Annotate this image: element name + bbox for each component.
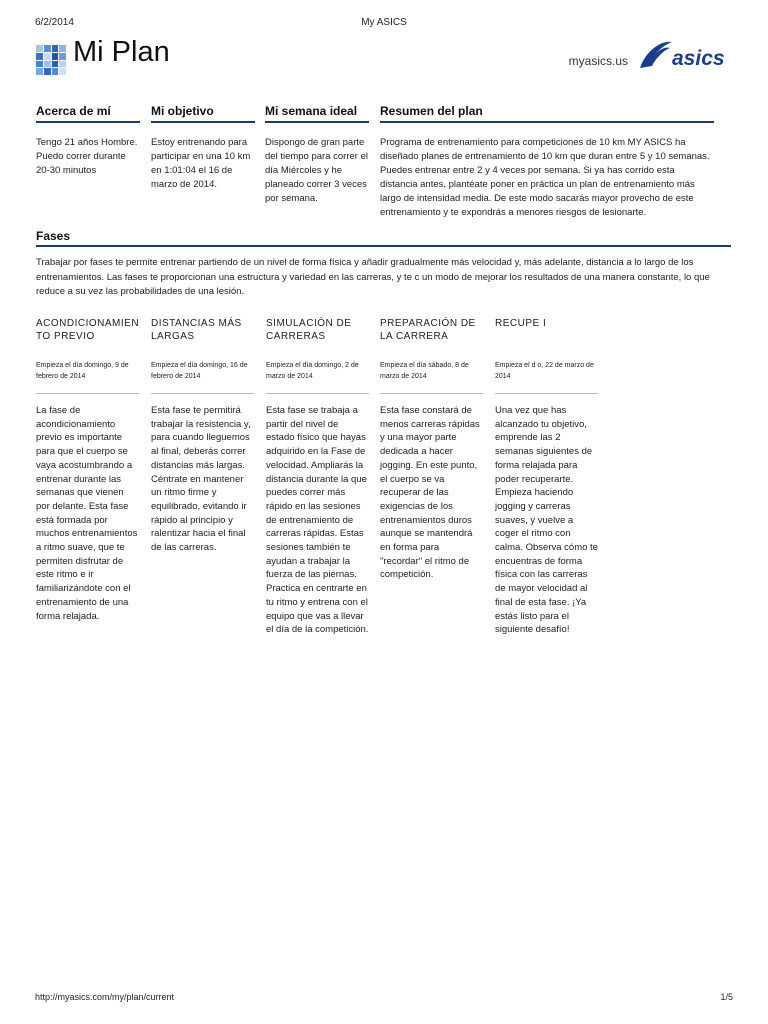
phase-title: ACONDICIONAMIEN TO PREVIO: [36, 318, 140, 342]
asics-logo[interactable]: [636, 38, 732, 72]
asics-wordmark: asics: [672, 47, 725, 70]
about-me-heading: Acerca de mí: [36, 104, 140, 123]
phase-divider: [380, 393, 483, 394]
print-date: 6/2/2014: [35, 17, 74, 28]
grid-tile: [52, 45, 59, 52]
phase-start-date: Empieza el d o, 22 de marzo de 2014: [495, 362, 594, 380]
phase-description: Esta fase se trabaja a partir del nivel de estado físico que hayas adquirido en la Fase de velocidad. Ampliarás la distancia durante la que puedes correr más rápido en las sesiones de entrenamiento de carreras rápidas. Estas sesiones también te ayudan a trabajar la fuerza de las piernas. Practica en centrarte en tu ritmo y entrena con el equipo que vas a llevar el día de la competición.: [266, 405, 369, 636]
grid-tile: [36, 68, 43, 75]
phase-title: SIMULACIÓN DE CARRERAS: [266, 318, 352, 342]
grid-tile: [36, 53, 43, 60]
phases-section-header: [36, 229, 731, 247]
phase-start-date: Empieza el día domingo, 9 de febrero de 2014: [36, 362, 129, 380]
brand-header: [36, 38, 732, 78]
print-title: My ASICS: [361, 17, 407, 28]
phase-description: Esta fase constará de menos carreras rápidas y una mayor parte dedicada a hacer jogging. En este punto, el cuerpo se va recuperar de las exigencias de los entrenamientos duros aunque se mantendrá en forma para "recordar" el ritmo de competición.: [380, 405, 480, 581]
asics-stripe-mark: [640, 42, 672, 68]
print-footer: [35, 992, 733, 1006]
profile-summary: [36, 104, 716, 224]
grid-tile: [44, 61, 51, 68]
phase-title: DISTANCIAS MÁS LARGAS: [151, 318, 242, 342]
grid-tile: [52, 68, 59, 75]
phases-list: [36, 317, 616, 707]
phase-longer-distances: [151, 317, 254, 555]
grid-tile: [36, 45, 43, 52]
phase-start-date: Empieza el día sábado, 8 de marzo de 2014: [380, 362, 469, 380]
grid-tile: [52, 61, 59, 68]
footer-url: http://myasics.com/my/plan/current: [35, 992, 175, 1002]
print-header: [35, 17, 733, 31]
phase-recovery: [495, 317, 598, 637]
phase-pre-conditioning: [36, 317, 139, 623]
phase-divider: [151, 393, 254, 394]
page-counter: 1/5: [720, 992, 733, 1002]
phase-description: Una vez que has alcanzado tu objetivo, emprende las 2 semanas siguientes de forma relajada para poder recuperarte. Empieza haciendo jogging y carreras suaves, y vuelve a coger el ritmo con calma. Observa cómo te encuentras de forma física con las carreras de mayor velocidad al final de esta fase. ¡Ya estás listo para el siguiente desafío!: [495, 405, 598, 636]
goal-text: Estoy entrenando para participar en una 10 km en 1:01:04 el 16 de marzo de 2014.: [151, 137, 251, 190]
ideal-week-heading: Mi semana ideal: [265, 104, 369, 123]
phase-description: Esta fase te permitirá trabajar la resistencia y, para cuando lleguemos al final, deberás correr distancias más largas. Céntrate en mantener un ritmo firme y equilibrado, evitando ir rápido al principio y ralentizar hacia el final de las carreras.: [151, 405, 251, 554]
about-me-column: [36, 104, 140, 178]
phase-divider: [266, 393, 369, 394]
phase-description: La fase de acondicionamiento previo es importante para que el cuerpo se vaya acostumbrando a entrenar durante las semanas que vienen por delante. Esta fase está formada por muchos entrenamientos a ritmo suave, que te permiten disfrutar de este ritmo e ir familiarizándote con el entrenamiento de una forma relajada.: [36, 405, 138, 622]
phase-race-simulation: [266, 317, 369, 637]
phase-title: RECUPE I: [495, 318, 547, 329]
ideal-week-column: [265, 104, 369, 206]
phase-divider: [495, 393, 598, 394]
plan-summary-text: Programa de entrenamiento para competiciones de 10 km MY ASICS ha diseñado planes de entrenamiento de 10 km que duran entre 5 y 10 semanas. Puedes entrenar entre 2 y 4 veces por semana. Si ya has corrido esta distancia antes, plantéate poner en práctica un plan de entrenamiento más largo de intensidad media. De este modo sacarás mayor provecho de este entrenamiento y te expondrás a menores riesgos de lesionarte.: [380, 137, 710, 218]
grid-tile: [59, 53, 66, 60]
grid-tile: [36, 61, 43, 68]
phases-intro: Trabajar por fases te permite entrenar partiendo de un nivel de forma física y añadir gradualmente más velocidad y, más adelante, distancia a lo largo de los entrenamientos. Las fases te proporcionan una estructura y variedad en las carreras, y te c un modo de mejorar los resultados de una manera constante, lo que reduce a su vez las probabilidades de una lesión.: [36, 257, 710, 297]
site-url[interactable]: myasics.us: [568, 54, 628, 68]
ideal-week-text: Dispongo de gran parte del tiempo para correr el día Miércoles y he planeado correr 3 veces por semana.: [265, 137, 368, 204]
plan-summary-heading: Resumen del plan: [380, 104, 714, 123]
grid-tile: [59, 45, 66, 52]
phases-heading: Fases: [36, 229, 731, 247]
plan-grid-icon: [36, 45, 66, 75]
plan-summary-column: [380, 104, 714, 220]
grid-tile: [59, 61, 66, 68]
phase-start-date: Empieza el día domingo, 2 de marzo de 2014: [266, 362, 359, 380]
phase-divider: [36, 393, 139, 394]
grid-tile: [44, 45, 51, 52]
grid-tile: [44, 53, 51, 60]
grid-tile: [44, 68, 51, 75]
phase-title: PREPARACIÓN DE LA CARRERA: [380, 318, 476, 342]
grid-tile: [59, 68, 66, 75]
phase-start-date: Empieza el día domingo, 16 de febrero de 2014: [151, 362, 248, 380]
page-title: Mi Plan: [73, 36, 170, 68]
grid-tile: [52, 53, 59, 60]
goal-column: [151, 104, 255, 192]
phase-race-preparation: [380, 317, 483, 582]
goal-heading: Mi objetivo: [151, 104, 255, 123]
about-me-text: Tengo 21 años Hombre. Puedo correr durante 20-30 minutos: [36, 137, 138, 176]
